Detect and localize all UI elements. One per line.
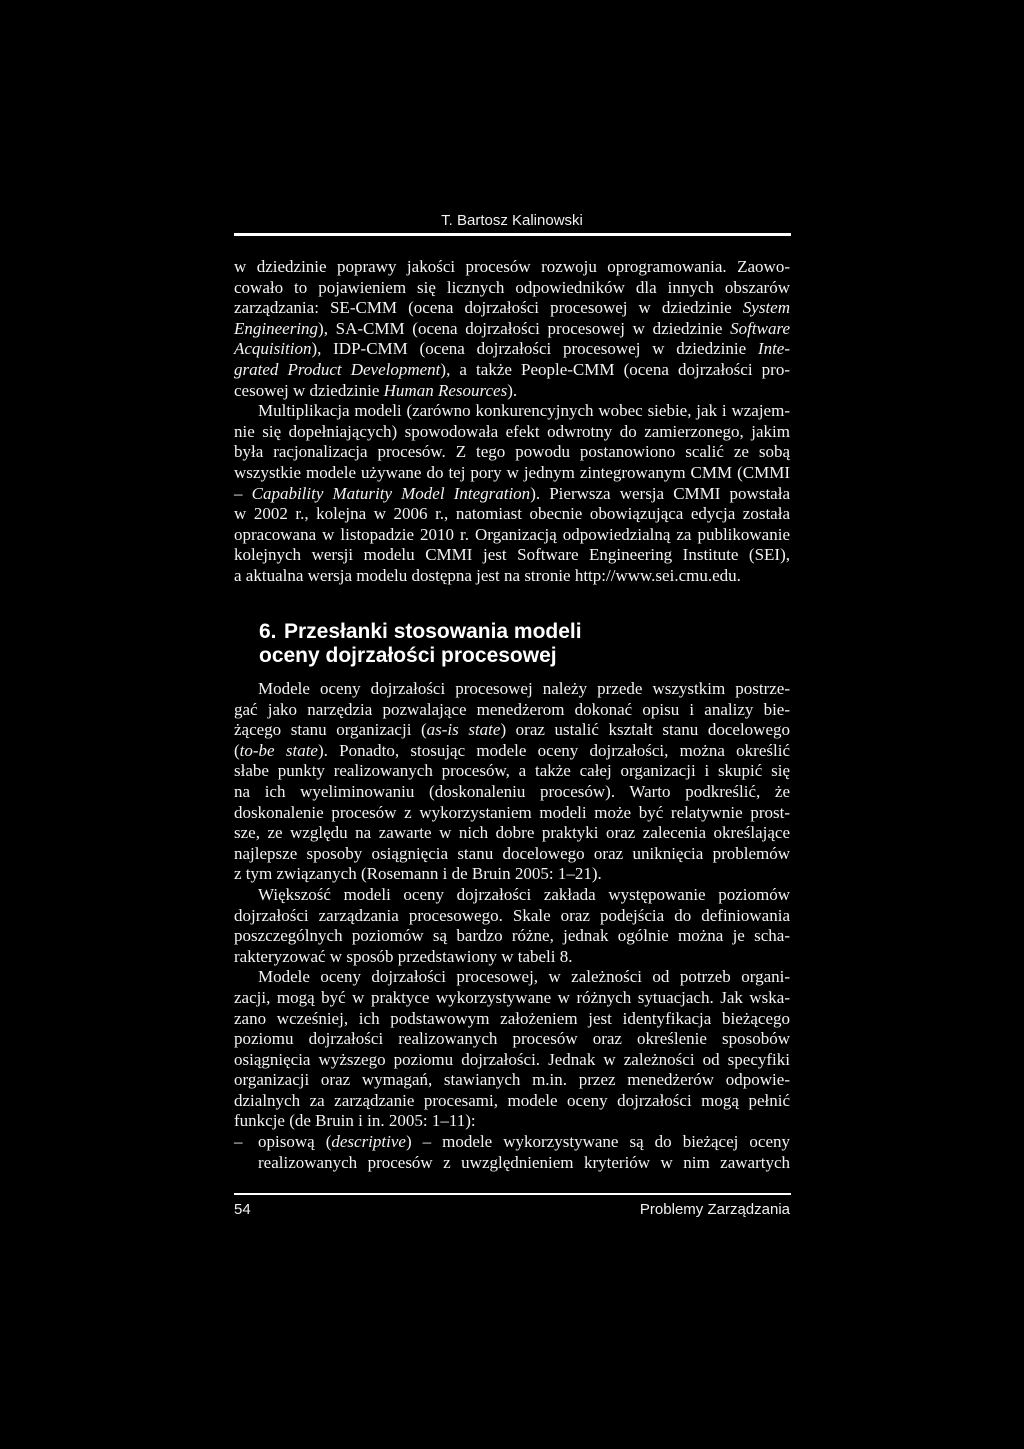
paragraph-block-bottom [234, 679, 790, 1173]
text-line: gać jako narzędzia pozwalające menedżerom dokonać opisu i analizy bie- [234, 699, 790, 719]
paragraph-block-top [234, 257, 790, 587]
text-line: dzialnych za zarządzanie procesami, modele oceny dojrzałości mogą pełnić [234, 1090, 790, 1110]
text-line: doskonalenie procesów z wykorzystaniem modeli może być relatywnie prost- [234, 802, 790, 822]
text-line: Acquisition), IDP-CMM (ocena dojrzałości procesowej w dziedzinie Inte- [234, 339, 790, 359]
text-line: zacji, mogą być w praktyce wykorzystywane w różnych sytuacjach. Jak wska- [234, 987, 790, 1007]
section-heading-line1: 6. Przesłanki stosowania modeli [259, 620, 582, 643]
section-heading-line2: oceny dojrzałości procesowej [259, 644, 557, 667]
text-line: słabe punkty realizowanych procesów, a także całej organizacji i skupić się [234, 761, 790, 781]
list-item-continuation: realizowanych procesów z uwzględnieniem kryteriów w nim zawartych [258, 1152, 790, 1172]
text-line: poszczególnych poziomów są bardzo różne, jednak ogólnie można je scha- [234, 926, 790, 946]
text-line: Większość modeli oceny dojrzałości zakłada występowanie poziomów [258, 884, 790, 904]
footer-rule [234, 1193, 791, 1195]
text-line: (to-be state). Ponadto, stosując modele oceny dojrzałości, można określić [234, 740, 790, 760]
text-line: w dziedzinie poprawy jakości procesów rozwoju oprogramowania. Zaowo- [234, 257, 790, 276]
list-dash: – [234, 1132, 243, 1152]
text-line: dojrzałości zarządzania procesowego. Skale oraz podejścia do definiowania [234, 905, 790, 925]
text-line: a aktualna wersja modelu dostępna jest na stronie http://www.sei.cmu.edu. [234, 565, 741, 585]
text-line: Engineering), SA-CMM (ocena dojrzałości procesowej w dziedzinie Software [234, 318, 790, 338]
text-line: rakteryzować w sposób przedstawiony w tabeli 8. [234, 946, 573, 966]
journal-title: Problemy Zarządzania [639, 1201, 790, 1218]
text-line: cowało to pojawieniem się licznych odpowiedników dla innych obszarów [234, 277, 790, 297]
text-line: funkcje (de Bruin i in. 2005: 1–11): [234, 1111, 476, 1131]
text-line: na ich wyeliminowaniu (doskonaleniu procesów). Warto podkreślić, że [234, 781, 790, 801]
text-line: wszystkie modele używane do tej pory w jednym zintegrowanym CMM (CMMI [234, 462, 790, 482]
header-rule [234, 233, 791, 236]
text-line: była racjonalizacja procesów. Z tego powodu postanowiono scalić ze sobą [234, 442, 790, 462]
text-line: cesowej w dziedzinie Human Resources). [234, 380, 518, 400]
list-item: – opisową (descriptive) – modele wykorzystywane są do bieżącej oceny [234, 1132, 790, 1152]
text-line: Modele oceny dojrzałości procesowej, w zależności od potrzeb organi- [258, 967, 790, 987]
running-header-author: T. Bartosz Kalinowski [441, 212, 583, 229]
text-line: osiągnięcia wyższego poziomu dojrzałości. Jednak w zależności od specyfiki [234, 1049, 790, 1069]
text-line: nie się dopełniających) spowodowała efekt odwrotny do zamierzonego, jakim [234, 421, 790, 441]
text-line: Multiplikacja modeli (zarówno konkurencyjnych wobec siebie, jak i wzajem- [258, 401, 790, 421]
section-number: 6. [259, 620, 277, 643]
text-line: – Capability Maturity Model Integration). Pierwsza wersja CMMI powstała [234, 483, 790, 503]
text-line: Modele oceny dojrzałości procesowej należy przede wszystkim postrze- [258, 679, 790, 698]
text-line: z tym związanych (Rosemann i de Bruin 2005: 1–21). [234, 864, 602, 884]
text-line: w 2002 r., kolejna w 2006 r., natomiast obecnie obowiązująca edycja została [234, 504, 790, 524]
text-line: opracowana w listopadzie 2010 r. Organizacją odpowiedzialną za publikowanie [234, 524, 790, 544]
text-line: organizacji oraz wymagań, stawianych m.in. przez menedżerów odpowie- [234, 1070, 790, 1090]
text-line: sze, ze względu na zawarte w nich dobre praktyki oraz zalecenia określające [234, 823, 790, 843]
text-line: zarządzania: SE-CMM (ocena dojrzałości procesowej w dziedzinie System [234, 298, 790, 318]
text-line: grated Product Development), a także People-CMM (ocena dojrzałości pro- [234, 359, 790, 379]
text-line: najlepsze sposoby osiągnięcia stanu docelowego oraz uniknięcia problemów [234, 843, 790, 863]
text-line: poziomu dojrzałości realizowanych procesów oraz określenie sposobów [234, 1029, 790, 1049]
section-heading [259, 620, 779, 668]
text-line: kolejnych wersji modelu CMMI jest Software Engineering Institute (SEI), [234, 545, 790, 565]
text-line: żącego stanu organizacji (as-is state) oraz ustalić kształt stanu docelowego [234, 720, 790, 740]
text-line: zano wcześniej, ich podstawowym założeniem jest identyfikacja bieżącego [234, 1008, 790, 1028]
page-number: 54 [234, 1201, 251, 1218]
